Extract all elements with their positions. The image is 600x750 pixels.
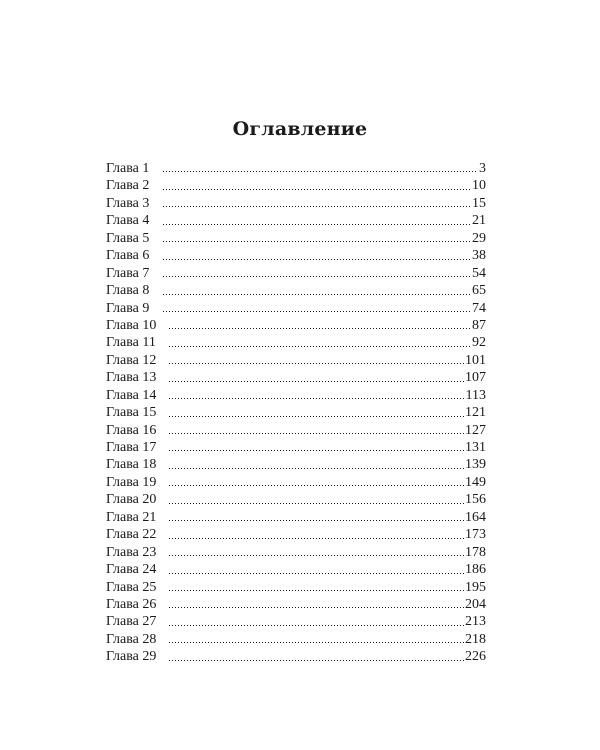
toc-entry-label: Глава 3 — [106, 195, 150, 211]
toc-entry-page-number: 65 — [472, 283, 486, 299]
dot-leader — [162, 189, 471, 190]
dot-leader — [168, 573, 464, 574]
toc-entry-page-number: 218 — [465, 631, 486, 647]
dot-leader — [168, 503, 464, 504]
toc-entry-label: Глава 27 — [106, 614, 157, 630]
table-of-contents — [106, 160, 486, 666]
dot-leader — [162, 171, 478, 172]
toc-entry-label: Глава 20 — [106, 492, 157, 508]
toc-entry[interactable] — [106, 387, 486, 404]
toc-entry-page-number: 87 — [472, 317, 486, 333]
toc-entry-page-number: 164 — [465, 509, 486, 525]
toc-entry-page-number: 21 — [472, 213, 486, 229]
toc-entry-page-number: 74 — [472, 300, 486, 316]
toc-entry-page-number: 195 — [465, 579, 486, 595]
toc-entry-page-number: 127 — [465, 422, 486, 438]
toc-entry-page-number: 107 — [465, 370, 486, 386]
toc-entry-label: Глава 5 — [106, 230, 150, 246]
toc-entry-page-number: 113 — [465, 387, 486, 403]
toc-entry-label: Глава 18 — [106, 457, 157, 473]
dot-leader — [168, 328, 471, 329]
toc-entry-label: Глава 13 — [106, 370, 157, 386]
toc-entry[interactable] — [106, 404, 486, 421]
toc-entry-page-number: 156 — [465, 492, 486, 508]
toc-entry-label: Глава 1 — [106, 161, 150, 176]
dot-leader — [162, 241, 471, 242]
toc-entry-label: Глава 7 — [106, 265, 150, 281]
dot-leader — [162, 224, 471, 225]
toc-entry-label: Глава 9 — [106, 300, 150, 316]
toc-entry-page-number: 213 — [465, 614, 486, 630]
dot-leader — [168, 590, 464, 591]
toc-entry-page-number: 38 — [472, 248, 486, 264]
toc-entry-label: Глава 8 — [106, 283, 150, 299]
dot-leader — [168, 660, 464, 661]
toc-entry[interactable] — [106, 648, 486, 665]
dot-leader — [162, 294, 471, 295]
toc-entry-page-number: 186 — [465, 562, 486, 578]
toc-entry-label: Глава 28 — [106, 631, 157, 647]
toc-entry-label: Глава 4 — [106, 213, 150, 229]
toc-entry[interactable] — [106, 456, 486, 473]
toc-entry-label: Глава 12 — [106, 352, 157, 368]
toc-entry-page-number: 15 — [472, 195, 486, 211]
toc-entry-page-number: 131 — [465, 440, 486, 455]
dot-leader — [168, 433, 464, 434]
toc-entry-page-number: 3 — [479, 161, 486, 176]
toc-entry-page-number: 101 — [465, 352, 486, 368]
toc-entry-page-number: 149 — [465, 474, 486, 490]
toc-entry[interactable] — [106, 282, 486, 299]
dot-leader — [162, 276, 471, 277]
toc-entry-label: Глава 14 — [106, 387, 157, 403]
dot-leader — [168, 607, 464, 608]
toc-entry-page-number: 173 — [465, 527, 486, 543]
dot-leader — [162, 206, 471, 207]
toc-entry-label: Глава 6 — [106, 248, 150, 264]
dot-leader — [168, 363, 464, 364]
toc-entry[interactable] — [106, 596, 486, 613]
toc-entry-label: Глава 16 — [106, 422, 157, 438]
toc-entry[interactable] — [106, 317, 486, 334]
dot-leader — [162, 311, 471, 312]
dot-leader — [162, 259, 471, 260]
toc-entry-page-number: 54 — [472, 265, 486, 281]
toc-entry[interactable] — [106, 631, 486, 648]
dot-leader — [168, 520, 464, 521]
toc-entry-label: Глава 11 — [106, 335, 156, 351]
toc-entry-label: Глава 26 — [106, 596, 157, 612]
toc-entry-label: Глава 17 — [106, 440, 157, 455]
toc-entry[interactable] — [106, 613, 486, 630]
toc-entry-page-number: 92 — [472, 335, 486, 351]
toc-entry-label: Глава 29 — [106, 649, 157, 665]
toc-entry-label: Глава 2 — [106, 178, 150, 194]
toc-entry-label: Глава 23 — [106, 544, 157, 560]
dot-leader — [168, 381, 464, 382]
toc-entry[interactable] — [106, 230, 486, 247]
toc-entry[interactable] — [106, 212, 486, 229]
toc-entry[interactable] — [106, 491, 486, 508]
dot-leader — [168, 398, 465, 399]
toc-entry-label: Глава 10 — [106, 317, 157, 333]
toc-entry[interactable] — [106, 352, 486, 369]
toc-entry[interactable] — [106, 195, 486, 212]
toc-entry[interactable] — [106, 422, 486, 439]
toc-entry-page-number: 139 — [465, 457, 486, 473]
toc-entry-label: Глава 24 — [106, 562, 157, 578]
toc-entry-label: Глава 15 — [106, 405, 157, 421]
toc-entry[interactable] — [106, 247, 486, 264]
dot-leader — [168, 450, 464, 451]
toc-entry-label: Глава 25 — [106, 579, 157, 595]
toc-entry[interactable] — [106, 265, 486, 282]
dot-leader — [168, 642, 464, 643]
dot-leader — [168, 346, 471, 347]
toc-entry[interactable] — [106, 544, 486, 561]
toc-entry-page-number: 121 — [465, 405, 486, 421]
toc-entry-page-number: 29 — [472, 230, 486, 246]
dot-leader — [168, 416, 464, 417]
toc-entry-label: Глава 19 — [106, 474, 157, 490]
toc-entry[interactable] — [106, 439, 486, 456]
dot-leader — [168, 625, 464, 626]
toc-entry-page-number: 178 — [465, 544, 486, 560]
dot-leader — [168, 468, 464, 469]
toc-entry[interactable] — [106, 177, 486, 194]
page-title: Оглавление — [232, 118, 368, 140]
toc-entry[interactable] — [106, 561, 486, 578]
toc-entry-label: Глава 22 — [106, 527, 157, 543]
toc-entry[interactable] — [106, 334, 486, 351]
toc-entry-page-number: 10 — [472, 178, 486, 194]
dot-leader — [168, 555, 464, 556]
toc-entry-label: Глава 21 — [106, 509, 157, 525]
toc-entry[interactable] — [106, 160, 486, 177]
toc-entry[interactable] — [106, 509, 486, 526]
dot-leader — [168, 485, 464, 486]
toc-entry-page-number: 204 — [465, 596, 486, 612]
toc-entry[interactable] — [106, 369, 486, 386]
toc-entry[interactable] — [106, 474, 486, 491]
toc-entry[interactable] — [106, 579, 486, 596]
dot-leader — [168, 538, 464, 539]
toc-entry[interactable] — [106, 300, 486, 317]
toc-entry[interactable] — [106, 526, 486, 543]
toc-entry-page-number: 226 — [465, 649, 486, 665]
